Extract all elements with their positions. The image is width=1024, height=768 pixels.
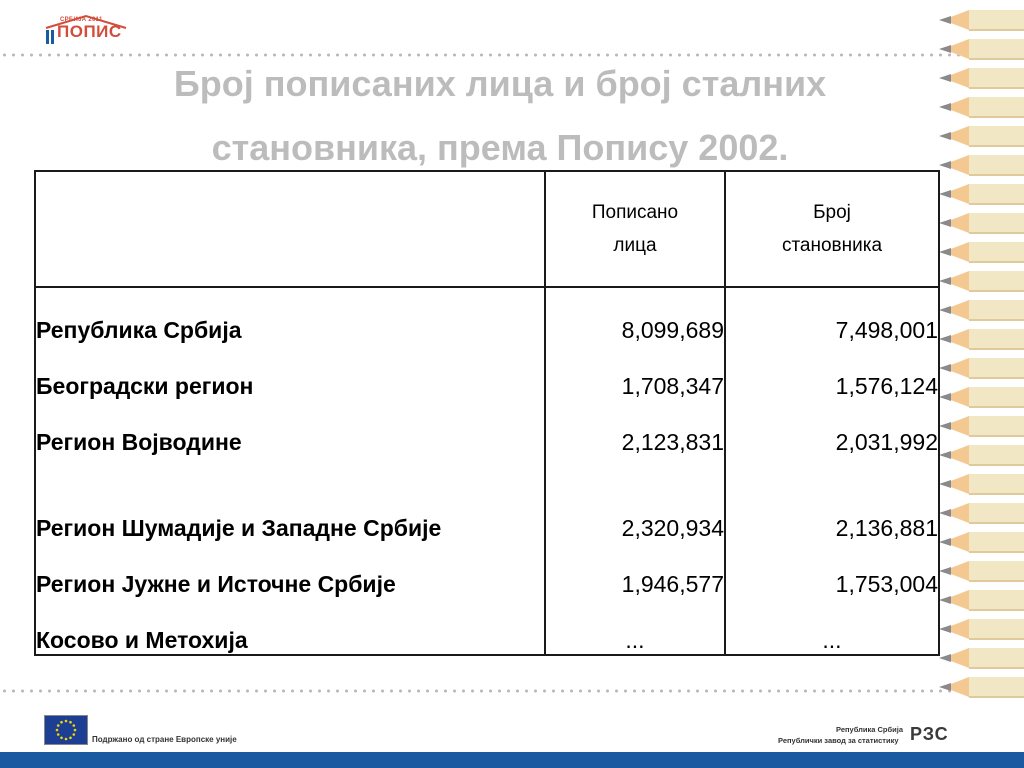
eu-stars-icon: [45, 716, 87, 744]
header-enumerated: [545, 171, 725, 287]
row-enumerated: 2,123,831: [545, 400, 725, 456]
row-name: Косово и Метохија: [35, 598, 545, 655]
population-table: [34, 170, 940, 656]
row-residents: ...: [725, 598, 939, 655]
pencil-icon: [939, 242, 1024, 262]
row-residents: 2,136,881: [725, 456, 939, 542]
pencil-icon: [939, 300, 1024, 320]
row-enumerated: 1,946,577: [545, 542, 725, 598]
table-row: [35, 287, 939, 344]
pencil-icon: [939, 68, 1024, 88]
pencil-icon: [939, 358, 1024, 378]
row-enumerated: 2,320,934: [545, 456, 725, 542]
dotted-divider-bottom: [0, 688, 1024, 694]
pencil-icon: [939, 561, 1024, 581]
header-enumerated-line2: лица: [613, 235, 657, 256]
header-residents: [725, 171, 939, 287]
row-name: Београдски регион: [35, 344, 545, 400]
eu-flag-icon: [44, 715, 88, 745]
pencil-icon: [939, 10, 1024, 30]
row-name: Република Србија: [35, 287, 545, 344]
pencil-icon: [939, 387, 1024, 407]
pencil-icon: [939, 271, 1024, 291]
table-row: [35, 456, 939, 542]
pencil-icon: [939, 503, 1024, 523]
row-residents: 7,498,001: [725, 287, 939, 344]
header-empty-cell: [35, 171, 545, 287]
row-enumerated: 1,708,347: [545, 344, 725, 400]
row-residents: 1,753,004: [725, 542, 939, 598]
rzs-institute-text: Републички завод за статистику: [778, 736, 899, 745]
pencil-icon: [939, 155, 1024, 175]
table-row: [35, 400, 939, 456]
pencil-icon: [939, 329, 1024, 349]
pencil-icon: [939, 445, 1024, 465]
row-name: Регион Шумадије и Западне Србије: [35, 456, 545, 542]
rzs-logo: РЗС: [910, 724, 949, 744]
header-residents-line2: становника: [781, 235, 883, 256]
slide-title: [0, 52, 1000, 180]
table-row: [35, 344, 939, 400]
row-residents: 1,576,124: [725, 344, 939, 400]
header-enumerated-line1: Пописано: [591, 202, 679, 223]
table-row: [35, 542, 939, 598]
pencil-icon: [939, 532, 1024, 552]
eu-support-text: Подржано од стране Европске уније: [92, 735, 237, 744]
row-residents: 2,031,992: [725, 400, 939, 456]
logo-small-text: СРБИЈА 2011: [60, 17, 103, 23]
pencil-icon: [939, 619, 1024, 639]
row-name: Регион Јужне и Источне Србије: [35, 542, 545, 598]
pencil-icon: [939, 39, 1024, 59]
row-enumerated: ...: [545, 598, 725, 655]
pencil-icon: [939, 474, 1024, 494]
table-header-row: [35, 171, 939, 287]
pencils-decoration: [929, 0, 1024, 700]
title-line-1: Број пописаних лица и број сталних: [173, 63, 827, 104]
pencil-icon: [939, 416, 1024, 436]
header-residents-line1: Број: [813, 202, 851, 223]
pencil-icon: [939, 213, 1024, 233]
pencil-icon: [939, 677, 1024, 697]
pencil-icon: [939, 97, 1024, 117]
logo-main-text: ПОПИС: [57, 22, 122, 41]
bottom-bar: [0, 752, 1024, 768]
pencil-icon: [939, 184, 1024, 204]
title-line-2: становника, према Попису 2002.: [211, 127, 789, 168]
pencil-icon: [939, 590, 1024, 610]
rzs-republic-text: Република Србија: [836, 725, 904, 734]
pencil-icon: [939, 126, 1024, 146]
table-row: [35, 598, 939, 655]
pencil-icon: [939, 648, 1024, 668]
row-name: Регион Војводине: [35, 400, 545, 456]
row-enumerated: 8,099,689: [545, 287, 725, 344]
